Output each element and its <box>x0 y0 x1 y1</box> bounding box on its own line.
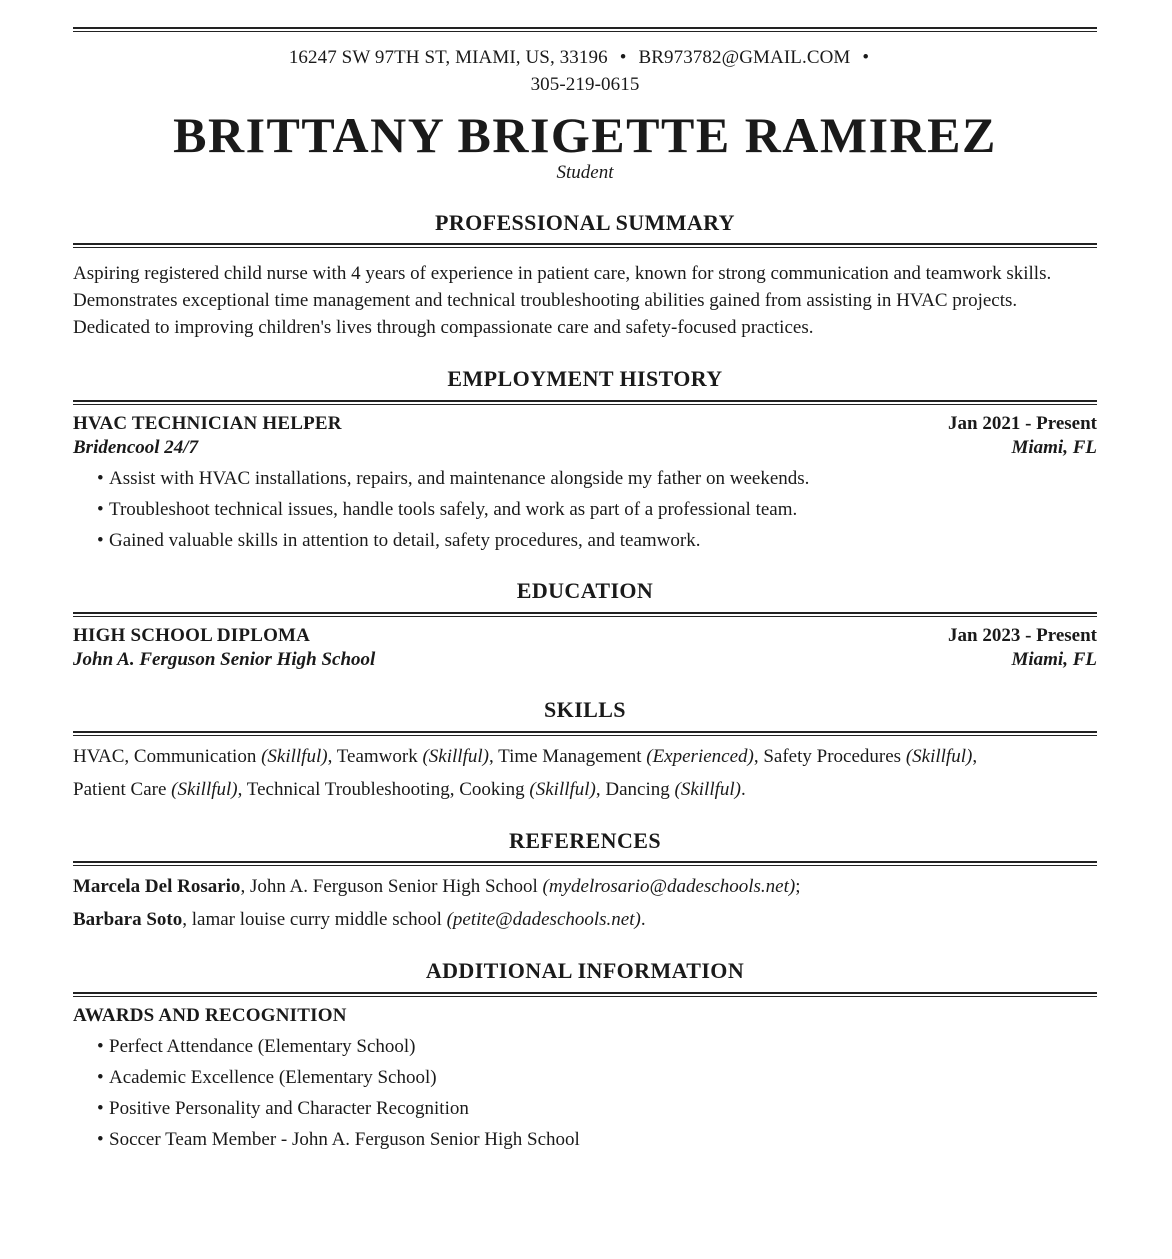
skills-heading: SKILLS <box>544 697 626 722</box>
skill-name: Dancing <box>605 779 670 800</box>
references-heading: REFERENCES <box>509 828 661 853</box>
skill-level: (Experienced) <box>646 746 754 767</box>
education-dates: Jan 2023 - Present <box>948 625 1097 646</box>
skill-level: (Skillful) <box>529 779 596 800</box>
job-title: HVAC TECHNICIAN HELPER <box>73 413 342 434</box>
bullet-text: Gained valuable skills in attention to detail, safety procedures, and teamwork. <box>109 530 701 551</box>
skills-line-1: HVAC, Communication (Skillful), Teamwork (Skillful), Time Management (Experienced), Safety Procedures (Skillful), <box>73 746 978 767</box>
contact-info <box>73 44 1097 98</box>
bullet-text: Troubleshoot technical issues, handle tools safely, and work as part of a professional team. <box>109 499 798 520</box>
skills-line-2: Patient Care (Skillful), Technical Troubleshooting, Cooking (Skillful), Dancing (Skillful). <box>73 779 746 800</box>
skills-rule <box>73 731 1097 736</box>
candidate-name: BRITTANY BRIGETTE RAMIREZ <box>173 107 997 163</box>
contact-phone: 305-219-0615 <box>530 74 640 95</box>
skill-level: (Skillful) <box>674 779 741 800</box>
additional-heading: ADDITIONAL INFORMATION <box>425 958 745 983</box>
list-item <box>97 1062 1097 1093</box>
references-rule <box>73 861 1097 866</box>
award-text: Perfect Attendance (Elementary School) <box>109 1036 416 1057</box>
bullet-mark: • <box>97 468 104 489</box>
skill-item <box>459 779 596 800</box>
employment-heading: EMPLOYMENT HISTORY <box>447 366 723 391</box>
job-dates: Jan 2021 - Present <box>948 413 1097 434</box>
candidate-title: Student <box>556 162 614 183</box>
list-item <box>97 1124 1097 1155</box>
bullet-mark: • <box>97 499 104 520</box>
education-school: John A. Ferguson Senior High School <box>73 649 376 670</box>
reference-email: (petite@dadeschools.net) <box>446 909 641 930</box>
skill-item <box>337 746 489 767</box>
list-item <box>97 463 1097 494</box>
education-degree: HIGH SCHOOL DIPLOMA <box>73 625 311 646</box>
list-item <box>97 1093 1097 1124</box>
awards-subheading-text: AWARDS AND RECOGNITION <box>73 1005 347 1026</box>
employment-rule <box>73 400 1097 405</box>
skill-name: Cooking <box>459 779 525 800</box>
summary-line: Dedicated to improving children's lives through compassionate care and safety-focused practices. <box>73 317 814 338</box>
skill-level: (Skillful) <box>422 746 489 767</box>
skill-level: (Skillful) <box>905 746 973 767</box>
summary-line: Aspiring registered child nurse with 4 years of experience in patient care, known for strong communication and teamwork skills. <box>73 263 1052 284</box>
top-rule <box>73 27 1097 32</box>
reference-end: ; <box>795 876 801 897</box>
skill-name: Communication <box>133 746 257 767</box>
reference-email: (mydelrosario@dadeschools.net) <box>542 876 796 897</box>
summary-line: Demonstrates exceptional time management and technical troubleshooting abilities gained from assisting in HVAC projects. <box>73 290 1018 311</box>
skill-item <box>605 779 741 800</box>
reference-org: , John A. Ferguson Senior High School <box>240 876 543 897</box>
reference-end: . <box>640 909 646 930</box>
skill-name: Time Management <box>498 746 642 767</box>
bullet-mark: • <box>97 1098 104 1119</box>
award-text: Positive Personality and Character Recognition <box>109 1098 469 1119</box>
summary-text <box>73 260 1097 341</box>
education-rule <box>73 612 1097 617</box>
reference-org: , lamar louise curry middle school <box>182 909 447 930</box>
job-bullets <box>97 463 1097 556</box>
award-text: Academic Excellence (Elementary School) <box>109 1067 437 1088</box>
skill-item <box>73 746 124 767</box>
skill-item <box>73 779 238 800</box>
bullet-mark: • <box>97 1036 104 1057</box>
list-item <box>97 525 1097 556</box>
list-item <box>97 494 1097 525</box>
skill-name: Technical Troubleshooting <box>246 779 450 800</box>
award-text: Soccer Team Member - John A. Ferguson Senior High School <box>109 1129 580 1150</box>
reference-item <box>73 870 1097 903</box>
job-company: Bridencool 24/7 <box>73 437 199 458</box>
bullet-mark: • <box>97 1129 104 1150</box>
skill-level: (Skillful) <box>261 746 328 767</box>
contact-separator: • <box>862 47 870 68</box>
skill-level: (Skillful) <box>171 779 238 800</box>
education-location: Miami, FL <box>1011 649 1097 670</box>
awards-list <box>97 1031 1097 1155</box>
contact-line-1 <box>73 44 1097 71</box>
contact-separator: • <box>619 47 627 68</box>
skill-name: Safety Procedures <box>763 746 902 767</box>
contact-address: 16247 SW 97TH ST, MIAMI, US, 33196 <box>288 47 608 68</box>
skill-item <box>498 746 754 767</box>
bullet-mark: • <box>97 1067 104 1088</box>
skill-name: HVAC <box>73 746 125 767</box>
additional-rule <box>73 992 1097 997</box>
education-heading: EDUCATION <box>516 578 654 603</box>
summary-rule <box>73 243 1097 248</box>
skill-name: Patient Care <box>73 779 167 800</box>
bullet-mark: • <box>97 530 104 551</box>
contact-email: BR973782@GMAIL.COM <box>638 47 851 68</box>
skill-item <box>763 746 972 767</box>
skill-item <box>134 746 328 767</box>
list-item <box>97 1031 1097 1062</box>
reference-name: Barbara Soto <box>73 909 183 930</box>
skill-item <box>247 779 450 800</box>
skill-name: Teamwork <box>336 746 418 767</box>
reference-name: Marcela Del Rosario <box>73 876 241 897</box>
job-location: Miami, FL <box>1011 437 1097 458</box>
reference-item <box>73 903 1097 936</box>
summary-heading: PROFESSIONAL SUMMARY <box>435 210 735 235</box>
bullet-text: Assist with HVAC installations, repairs, and maintenance alongside my father on weekends. <box>109 468 810 489</box>
